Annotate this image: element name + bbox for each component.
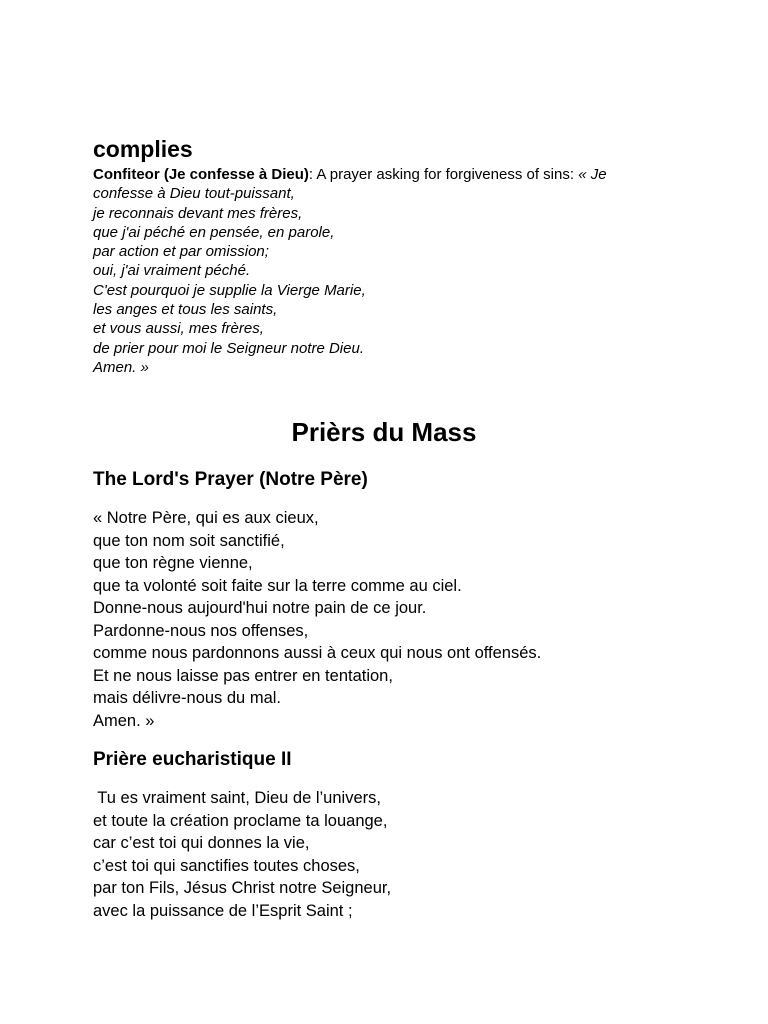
confiteor-line: je reconnais devant mes frères,	[93, 204, 303, 222]
prayer-line: avec la puissance de l’Esprit Saint ;	[93, 901, 353, 920]
confiteor-line: confesse à Dieu tout-puissant,	[93, 185, 295, 203]
prayer-line: mais délivre-nous du mal.	[93, 689, 281, 707]
prayer-line: que ton règne vienne,	[93, 554, 253, 572]
confiteor-line: les anges et tous les saints,	[93, 301, 278, 319]
prayer-line: par ton Fils, Jésus Christ notre Seigneur,	[93, 879, 392, 897]
confiteor-paragraph	[93, 165, 653, 377]
prayer-line: et toute la création proclame ta louange,	[93, 811, 388, 830]
confiteor-line: par action et par omission;	[93, 243, 269, 261]
prayer-line: « Notre Père, qui es aux cieux,	[93, 509, 319, 527]
confiteor-line: que j'ai péché en pensée, en parole,	[93, 223, 335, 241]
confiteor-line: « Je	[578, 166, 607, 183]
mass-prayers-title: Prièrs du Mass	[291, 417, 477, 447]
confiteor-line: C'est pourquoi je supplie la Vierge Marie,	[93, 281, 366, 299]
prayer-line: comme nous pardonnons aussi à ceux qui nous ont offensés.	[93, 644, 542, 662]
prayer-line: Pardonne-nous nos offenses,	[93, 621, 309, 640]
confiteor-line: de prier pour moi le Seigneur notre Dieu.	[93, 339, 364, 357]
prayer-line: Amen. »	[93, 711, 155, 730]
prayer-line: Donne-nous aujourd'hui notre pain de ce jour.	[93, 599, 427, 617]
complies-title: complies	[93, 136, 193, 162]
confiteor-description: : A prayer asking for forgiveness of sins:	[308, 166, 579, 183]
confiteor-term: Confiteor (Je confesse à Dieu)	[93, 166, 309, 183]
confiteor-line: oui, j'ai vraiment péché.	[93, 262, 251, 280]
eucharistic-prayer-text	[93, 787, 391, 922]
prayer-line: que ton nom soit sanctifié,	[93, 531, 285, 550]
prayer-line: Tu es vraiment saint, Dieu de l’univers,	[93, 789, 381, 807]
prayer-line: que ta volonté soit faite sur la terre comme au ciel.	[93, 576, 462, 595]
lords-prayer-heading: The Lord's Prayer (Notre Père)	[93, 469, 368, 490]
prayer-line: car c’est toi qui donnes la vie,	[93, 834, 310, 852]
confiteor-line: Amen. »	[93, 358, 149, 376]
prayer-line: Et ne nous laisse pas entrer en tentation,	[93, 666, 393, 685]
eucharistic-prayer-heading: Prière eucharistique II	[93, 749, 292, 770]
lords-prayer-text	[93, 507, 541, 732]
prayer-line: c’est toi qui sanctifies toutes choses,	[93, 856, 360, 875]
confiteor-intro	[93, 166, 607, 183]
confiteor-line: et vous aussi, mes frères,	[93, 320, 264, 338]
